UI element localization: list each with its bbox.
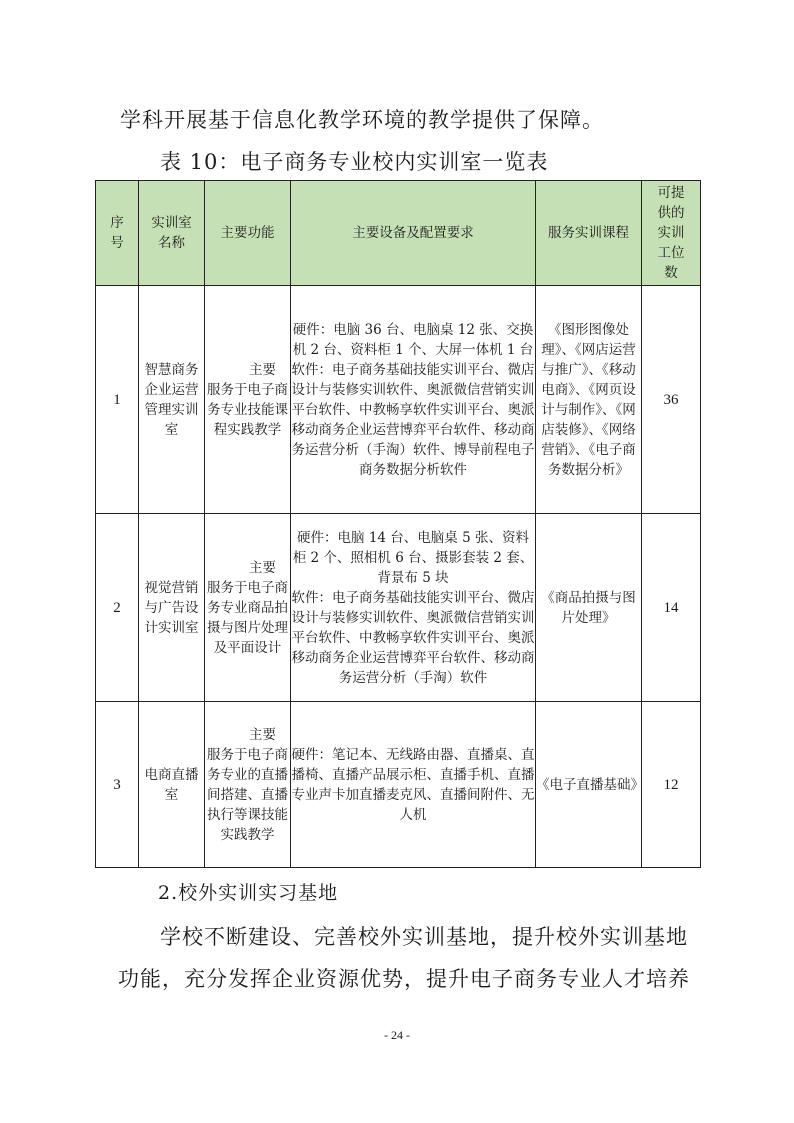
- row-function-text: 服务于电子商务专业商品拍摄与图片处理及平面设计: [207, 579, 288, 656]
- table-row: [96, 286, 701, 514]
- table-row: [96, 702, 701, 868]
- row-function-lead: 主要: [249, 559, 276, 576]
- row-courses: 《电子直播基础》: [536, 702, 642, 868]
- row-seats: 36: [642, 286, 701, 514]
- header-courses: 服务实训课程: [536, 181, 642, 286]
- row-room-name: 智慧商务企业运营管理实训室: [139, 286, 205, 514]
- row-equipment: 硬件：电脑 36 台、电脑桌 12 张、交换机 2 台、资料柜 1 个、大屏一体机 1 台 软件：电子商务基础技能实训平台、微店设计与装修实训软件、奥派微信营销实训平台软件、中教畅享软件实训平台、奥派移动商务企业运营博弈平台软件、移动商务运营分析（手淘）软件、博导前程电子商务数据分析软件: [291, 286, 536, 514]
- header-name: 实训室名称: [139, 181, 205, 286]
- header-seq: 序号: [96, 181, 139, 286]
- row-equipment: 硬件：电脑 14 台、电脑桌 5 张、资料柜 2 个、照相机 6 台、摄影套装 2 套、背景布 5 块 软件：电子商务基础技能实训平台、微店设计与装修实训软件、奥派微信营销实训平台软件、中教畅享软件实训平台、奥派移动商务企业运营博弈平台软件、移动商务运营分析（手淘）软件: [291, 514, 536, 702]
- row-function-lead: 主要: [249, 726, 276, 743]
- body-paragraph-line: 学校不断建设、完善校外实训基地，提升校外实训基地: [160, 925, 688, 949]
- row-seats: 14: [642, 514, 701, 702]
- row-function-text: 服务于电子商务专业的直播间搭建、直播执行等课技能实践教学: [207, 746, 288, 843]
- training-room-table: [95, 180, 701, 868]
- table-row: [96, 514, 701, 702]
- header-seats: 可提供的实训工位数: [642, 181, 701, 286]
- row-seq: 3: [96, 702, 139, 868]
- row-function-lead: 主要: [249, 361, 276, 378]
- header-equipment: 主要设备及配置要求: [291, 181, 536, 286]
- row-function: [205, 514, 291, 702]
- row-room-name: 电商直播室: [139, 702, 205, 868]
- row-seq: 2: [96, 514, 139, 702]
- row-function: [205, 702, 291, 868]
- table-header-row: [96, 181, 701, 286]
- table-caption: 表 10：电子商务专业校内实训室一览表: [160, 150, 549, 174]
- row-seats: 12: [642, 702, 701, 868]
- body-paragraph-line: 功能，充分发挥企业资源优势，提升电子商务专业人才培养: [118, 967, 690, 991]
- header-function: 主要功能: [205, 181, 291, 286]
- row-equipment: 硬件：笔记本、无线路由器、直播桌、直播椅、直播产品展示柜、直播手机、直播专业声卡加直播麦克风、直播间附件、无人机: [291, 702, 536, 868]
- row-seq: 1: [96, 286, 139, 514]
- row-courses: 《图形图像处理》、《网店运营与推广》、《移动电商》、《网页设计与制作》、《网店装修》、《网络营销》、《电子商务数据分析》: [536, 286, 642, 514]
- row-courses: 《商品拍摄与图片处理》: [536, 514, 642, 702]
- row-function-text: 服务于电子商务专业技能课程实践教学: [207, 381, 288, 438]
- row-room-name: 视觉营销与广告设计实训室: [139, 514, 205, 702]
- page-number: - 24 -: [384, 1028, 410, 1042]
- row-function: [205, 286, 291, 514]
- section-heading: 2.校外实训实习基地: [158, 882, 339, 904]
- intro-paragraph-line: 学科开展基于信息化教学环境的教学提供了保障。: [120, 108, 604, 132]
